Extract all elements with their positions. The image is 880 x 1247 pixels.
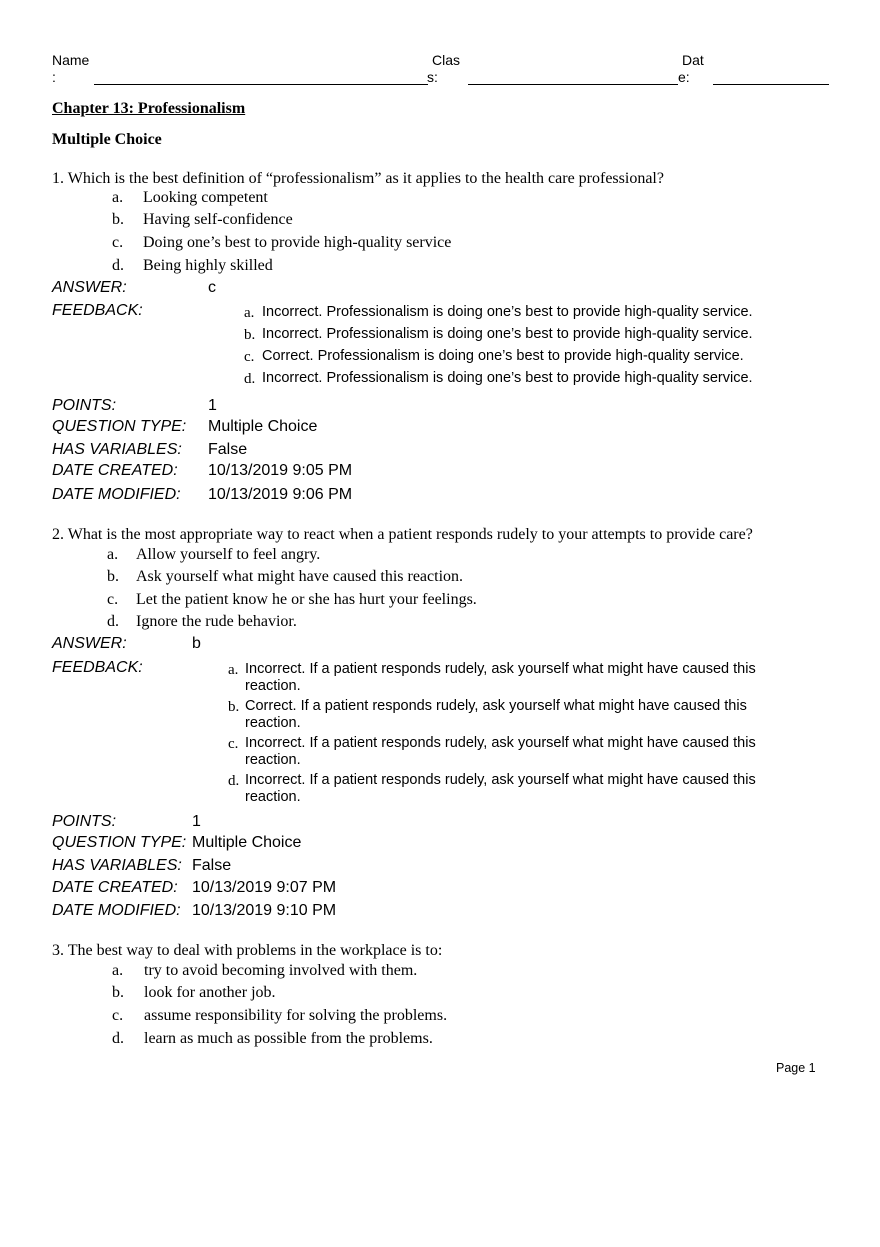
date-modified-value: 10/13/2019 9:06 PM <box>208 486 353 503</box>
feedback-text: Incorrect. Professionalism is doing one’s best to provide high-quality service. <box>262 370 753 386</box>
option-letter: c. <box>107 591 119 608</box>
feedback-text: Incorrect. If a patient responds rudely, ask yourself what might have caused this reaction. <box>245 772 756 805</box>
has-variables-label: HAS VARIABLES: <box>52 857 182 874</box>
feedback-text: Correct. Professionalism is doing one’s best to provide high-quality service. <box>262 348 744 364</box>
feedback-text: Incorrect. If a patient responds rudely, ask yourself what might have caused this reaction. <box>245 661 756 694</box>
date-label: Dat <box>682 52 704 68</box>
answer-label: ANSWER: <box>52 635 127 652</box>
question-stem: 2. What is the most appropriate way to react when a patient responds rudely to your attempts to provide care? <box>52 526 753 543</box>
feedback-text: Incorrect. Professionalism is doing one’s best to provide high-quality service. <box>262 326 753 342</box>
question-stem: 3. The best way to deal with problems in the workplace is to: <box>52 942 443 959</box>
option-text: Looking competent <box>143 189 268 206</box>
has-variables-value: False <box>192 857 232 874</box>
option-letter: a. <box>107 546 119 563</box>
option-text: try to avoid becoming involved with them. <box>144 962 418 979</box>
date-modified-label: DATE MODIFIED: <box>52 902 181 919</box>
feedback-letter: c. <box>228 736 239 752</box>
option-text: Ask yourself what might have caused this reaction. <box>136 568 464 585</box>
points-value: 1 <box>208 397 217 414</box>
question-type-value: Multiple Choice <box>208 418 318 435</box>
date-modified-value: 10/13/2019 9:10 PM <box>192 902 337 919</box>
has-variables-label: HAS VARIABLES: <box>52 441 182 458</box>
date-colon: e: <box>678 69 690 85</box>
name-label: Name <box>52 52 90 68</box>
chapter-title: Chapter 13: Professionalism <box>52 100 246 117</box>
date-created-value: 10/13/2019 9:05 PM <box>208 462 353 479</box>
feedback-letter: b. <box>244 327 256 343</box>
option-text: look for another job. <box>144 984 276 1001</box>
option-letter: c. <box>112 1007 124 1024</box>
has-variables-value: False <box>208 441 248 458</box>
question-type-label: QUESTION TYPE: <box>52 834 187 851</box>
class-colon: s: <box>427 69 438 85</box>
feedback-label: FEEDBACK: <box>52 659 143 676</box>
points-value: 1 <box>192 813 201 830</box>
feedback-letter: b. <box>228 699 240 715</box>
feedback-letter: a. <box>228 662 239 678</box>
option-text: Having self-confidence <box>143 211 293 228</box>
option-letter: d. <box>112 1030 124 1047</box>
page-number: Page 1 <box>776 1061 816 1075</box>
class-field[interactable] <box>468 84 678 85</box>
date-modified-label: DATE MODIFIED: <box>52 486 181 503</box>
name-field[interactable] <box>94 84 428 85</box>
answer-label: ANSWER: <box>52 279 127 296</box>
question-type-label: QUESTION TYPE: <box>52 418 187 435</box>
date-created-label: DATE CREATED: <box>52 462 178 479</box>
option-text: Allow yourself to feel angry. <box>136 546 321 563</box>
option-letter: b. <box>112 984 124 1001</box>
date-field[interactable] <box>713 84 829 85</box>
option-letter: a. <box>112 962 124 979</box>
date-created-value: 10/13/2019 9:07 PM <box>192 879 337 896</box>
class-label: Clas <box>432 52 461 68</box>
feedback-text: Incorrect. Professionalism is doing one’s best to provide high-quality service. <box>262 304 753 320</box>
option-letter: b. <box>107 568 119 585</box>
section-title: Multiple Choice <box>52 131 162 148</box>
option-letter: b. <box>112 211 124 228</box>
option-letter: d. <box>112 257 124 274</box>
option-text: Being highly skilled <box>143 257 273 274</box>
option-letter: c. <box>112 234 124 251</box>
option-text: Ignore the rude behavior. <box>136 613 297 630</box>
name-colon: : <box>52 69 56 85</box>
feedback-letter: d. <box>228 773 240 789</box>
answer-value: c <box>208 279 216 296</box>
option-text: learn as much as possible from the problems. <box>144 1030 433 1047</box>
points-label: POINTS: <box>52 813 117 830</box>
feedback-text: Incorrect. If a patient responds rudely, ask yourself what might have caused this reaction. <box>245 735 756 768</box>
feedback-letter: c. <box>244 349 255 365</box>
question-stem: 1. Which is the best definition of “professionalism” as it applies to the health care professional? <box>52 170 664 187</box>
question-type-value: Multiple Choice <box>192 834 302 851</box>
points-label: POINTS: <box>52 397 117 414</box>
option-letter: a. <box>112 189 124 206</box>
feedback-letter: a. <box>244 305 255 321</box>
feedback-label: FEEDBACK: <box>52 302 143 319</box>
option-text: Doing one’s best to provide high-quality service <box>143 234 452 251</box>
answer-value: b <box>192 635 201 652</box>
feedback-text: Correct. If a patient responds rudely, ask yourself what might have caused this reaction. <box>245 698 747 731</box>
date-created-label: DATE CREATED: <box>52 879 178 896</box>
option-text: Let the patient know he or she has hurt your feelings. <box>136 591 477 608</box>
option-text: assume responsibility for solving the problems. <box>144 1007 448 1024</box>
option-letter: d. <box>107 613 119 630</box>
feedback-letter: d. <box>244 371 256 387</box>
